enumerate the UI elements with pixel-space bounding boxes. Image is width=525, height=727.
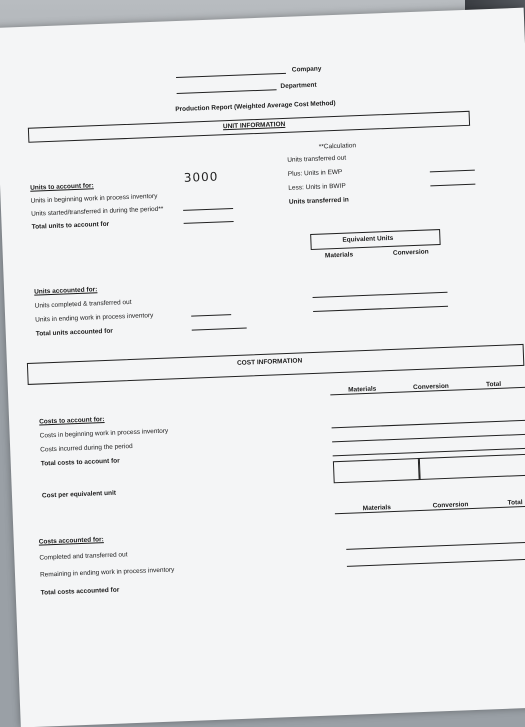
units-accounted-total: Total units accounted for <box>35 327 114 338</box>
units-accounted-ending: Units in ending work in process inventory <box>35 312 154 324</box>
costs-row-incurred: Costs incurred during the period <box>40 442 133 454</box>
calc-line-underline-1 <box>430 170 475 173</box>
cost-info-title: COST INFORMATION <box>236 357 303 367</box>
costs-total-to-account: Total costs to account for <box>40 457 120 468</box>
calc-line-4: Units transferred in <box>288 196 349 206</box>
calc-label: **Calculation <box>318 142 357 151</box>
units-row-beginning: Units in beginning work in process inventory <box>30 192 158 205</box>
costs-accounted-completed-line <box>346 542 525 550</box>
costs-accounted-completed: Completed and transferred out <box>39 551 128 562</box>
calc-line-1: Units transferred out <box>287 154 347 164</box>
units-accounted-total-line <box>192 328 247 331</box>
equiv-col-materials: Materials <box>324 251 354 260</box>
costs-to-account-heading: Costs to account for: <box>39 416 105 426</box>
units-accounted-heading: Units accounted for: <box>34 286 98 296</box>
calc-line-3: Less: Units in BWIP <box>288 182 346 192</box>
units-row-started-line <box>183 208 233 211</box>
units-accounted-completed: Units completed & transferred out <box>34 298 132 310</box>
report-sheet <box>0 8 525 727</box>
handwritten-value: 3000 <box>183 169 219 185</box>
calc-line-2: Plus: Units in EWP <box>287 168 343 178</box>
units-accounted-completed-line <box>313 292 448 298</box>
units-to-account-heading: Units to account for: <box>30 182 94 192</box>
costs-row-beginning: Costs in beginning work in process inventory <box>39 427 169 440</box>
costs-accounted-heading: Costs accounted for: <box>38 536 104 546</box>
units-total-line <box>184 221 234 224</box>
report-title: Production Report (Weighted Average Cost Method) <box>175 99 336 114</box>
cost2-col-materials: Materials <box>362 504 392 513</box>
cost-per-eu-box-conversion <box>418 454 525 480</box>
cost2-col-total: Total <box>507 499 523 507</box>
equiv-col-conversion: Conversion <box>392 248 429 257</box>
unit-info-title: UNIT INFORMATION <box>222 120 286 131</box>
department-label: Department <box>280 81 317 91</box>
cost-col-conversion: Conversion <box>412 382 449 392</box>
cost-per-eu-box-materials <box>333 458 421 483</box>
units-accounted-ending-line-2 <box>313 306 448 312</box>
costs-row-beginning-line <box>332 420 525 429</box>
costs-accounted-ending: Remaining in ending work in process inventory <box>39 566 175 579</box>
equivalent-units-title: Equivalent Units <box>342 234 394 244</box>
company-label: Company <box>291 65 322 74</box>
costs-row-incurred-line <box>332 434 525 443</box>
cost2-col-conversion: Conversion <box>432 501 469 510</box>
company-line <box>176 73 286 78</box>
cost-per-eu-label: Cost per equivalent unit <box>41 489 117 500</box>
costs-accounted-ending-line <box>347 559 525 567</box>
calc-line-underline-2 <box>430 184 475 187</box>
cost-col-materials: Materials <box>348 385 377 394</box>
cost-col-total: Total <box>485 380 502 389</box>
costs-accounted-total: Total costs accounted for <box>40 586 120 597</box>
units-total-to-account: Total units to account for <box>31 220 110 231</box>
units-row-started: Units started/transferred in during the period** <box>31 205 164 218</box>
department-line <box>177 89 277 94</box>
units-accounted-ending-line-1 <box>191 314 231 317</box>
